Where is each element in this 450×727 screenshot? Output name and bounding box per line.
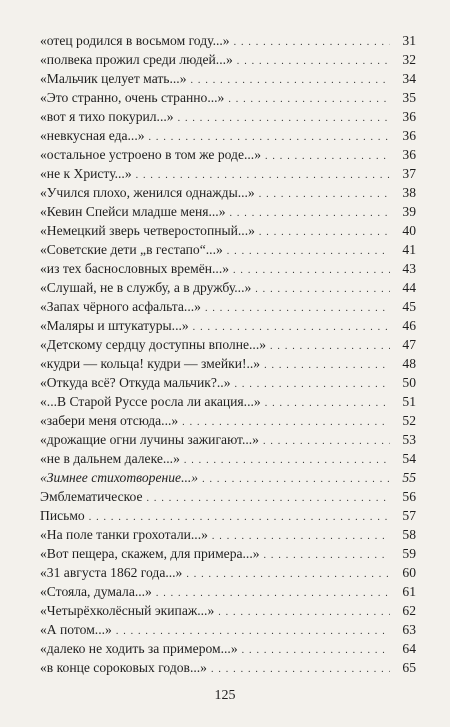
toc-entry	[40, 297, 416, 316]
dot-leader	[234, 31, 390, 52]
toc-entry-page: 37	[402, 166, 416, 181]
toc-entry-title: «Это странно, очень странно...»	[40, 90, 225, 105]
dot-leader	[230, 202, 391, 223]
toc-entry-title: «отец родился в восьмом году...»	[40, 33, 230, 48]
toc-entry-title: «31 августа 1862 года...»	[40, 565, 183, 580]
toc-entry	[40, 107, 416, 126]
toc-entry	[40, 259, 416, 278]
dot-leader	[205, 297, 390, 318]
toc-entry-page: 54	[402, 451, 416, 466]
dot-leader	[212, 525, 390, 546]
toc-entry	[40, 411, 416, 430]
toc-entry-title: «кудри — кольца! кудри — змейки!..»	[40, 356, 261, 371]
toc-entry-page: 55	[402, 470, 416, 485]
toc-entry	[40, 240, 416, 259]
toc-entry-title: «Вот пещера, скажем, для примера...»	[40, 546, 260, 561]
toc-entry	[40, 468, 416, 487]
toc-entry	[40, 601, 416, 620]
dot-leader	[263, 430, 390, 451]
toc-entry-title: «Четырёхколёсный экипаж...»	[40, 603, 215, 618]
toc-entry-title: Письмо	[40, 508, 85, 523]
dot-leader	[259, 221, 390, 242]
toc-entry-title: «дрожащие огни лучины зажигают...»	[40, 432, 259, 447]
toc-entry-page: 48	[402, 356, 416, 371]
dot-leader	[264, 544, 390, 565]
dot-leader	[149, 126, 390, 147]
toc-entry-title: «Откуда всё? Откуда мальчик?..»	[40, 375, 231, 390]
toc-entry	[40, 278, 416, 297]
toc-entry	[40, 88, 416, 107]
toc-entry-title: Эмблематическое	[40, 489, 143, 504]
toc-entry-page: 60	[402, 565, 416, 580]
toc-entry	[40, 202, 416, 221]
toc-entry-title: «невкусная еда...»	[40, 128, 145, 143]
toc-entry-title: «Маляры и штукатуры...»	[40, 318, 189, 333]
dot-leader	[264, 354, 390, 375]
toc-entry	[40, 449, 416, 468]
toc-entry-title: «Слушай, не в службу, а в дружбу...»	[40, 280, 252, 295]
dot-leader	[202, 468, 390, 489]
dot-leader	[211, 658, 390, 679]
toc-entry	[40, 563, 416, 582]
toc-entry	[40, 316, 416, 335]
toc-entry-title: «полвека прожил среди людей...»	[40, 52, 233, 67]
toc-entry-page: 57	[402, 508, 416, 523]
toc-entry-page: 41	[402, 242, 416, 257]
dot-leader	[191, 69, 390, 90]
toc-entry-page: 31	[402, 33, 416, 48]
toc-entry-page: 62	[402, 603, 416, 618]
toc-entry-title: «На поле танки грохотали...»	[40, 527, 208, 542]
toc-entry	[40, 639, 416, 658]
toc-entry	[40, 164, 416, 183]
toc-entry-page: 45	[402, 299, 416, 314]
toc-entry-page: 34	[402, 71, 416, 86]
toc-entry-title: «Немецкий зверь четверостопный...»	[40, 223, 255, 238]
toc-entry-page: 58	[402, 527, 416, 542]
toc-entry	[40, 544, 416, 563]
toc-entry-page: 32	[402, 52, 416, 67]
dot-leader	[136, 164, 390, 185]
dot-leader	[228, 88, 390, 109]
toc-entry-page: 63	[402, 622, 416, 637]
dot-leader	[259, 183, 390, 204]
toc-entry-title: «вот я тихо покурил...»	[40, 109, 174, 124]
dot-leader	[235, 373, 390, 394]
dot-leader	[147, 487, 390, 508]
toc-entry	[40, 525, 416, 544]
toc-entry	[40, 620, 416, 639]
toc-entry-title: «А потом...»	[40, 622, 112, 637]
toc-entry	[40, 487, 416, 506]
toc-entry-page: 35	[402, 90, 416, 105]
toc-entry-page: 36	[402, 128, 416, 143]
toc-entry	[40, 506, 416, 525]
toc-entry-title: «из тех баснословных времён...»	[40, 261, 230, 276]
toc-entry-title: «не к Христу...»	[40, 166, 132, 181]
toc-entry	[40, 430, 416, 449]
dot-leader	[186, 563, 390, 584]
toc-entry	[40, 582, 416, 601]
dot-leader	[116, 620, 390, 641]
toc-entry-title: «Кевин Спейси младше меня...»	[40, 204, 226, 219]
toc-entry-title: «Стояла, думала...»	[40, 584, 152, 599]
dot-leader	[255, 278, 390, 299]
toc-entry-page: 39	[402, 204, 416, 219]
toc-entry-title: «не в дальнем далеке...»	[40, 451, 180, 466]
toc-entry-page: 46	[402, 318, 416, 333]
toc-entry	[40, 69, 416, 88]
toc-entry	[40, 335, 416, 354]
toc-entry	[40, 50, 416, 69]
toc-entry-title: «далеко не ходить за примером...»	[40, 641, 238, 656]
toc-entry-page: 65	[402, 660, 416, 675]
toc-entry	[40, 183, 416, 202]
toc-entry	[40, 373, 416, 392]
dot-leader	[242, 639, 390, 660]
dot-leader	[182, 411, 390, 432]
toc-entry-page: 51	[402, 394, 416, 409]
dot-leader	[237, 50, 390, 71]
dot-leader	[178, 107, 390, 128]
toc-entry-page: 36	[402, 109, 416, 124]
toc-entry-page: 36	[402, 147, 416, 162]
toc-entry-page: 43	[402, 261, 416, 276]
toc-entry-page: 40	[402, 223, 416, 238]
dot-leader	[156, 582, 390, 603]
dot-leader	[265, 145, 390, 166]
dot-leader	[233, 259, 390, 280]
toc-entry-page: 47	[402, 337, 416, 352]
toc-entry-page: 56	[402, 489, 416, 504]
toc-entry-page: 44	[402, 280, 416, 295]
toc-entry-title: «...В Старой Руссе росла ли акация...»	[40, 394, 261, 409]
toc-entry	[40, 354, 416, 373]
toc-entry-page: 61	[402, 584, 416, 599]
toc-entry-title: «остальное устроено в том же роде...»	[40, 147, 261, 162]
dot-leader	[218, 601, 390, 622]
toc-entry-page: 50	[402, 375, 416, 390]
toc-entry	[40, 392, 416, 411]
toc-entry	[40, 31, 416, 50]
dot-leader	[265, 392, 390, 413]
toc-entry-title: «Зимнее стихотворение...»	[40, 470, 199, 485]
toc-entry-page: 64	[402, 641, 416, 656]
toc-entry-page: 38	[402, 185, 416, 200]
toc-entry-title: «Детскому сердцу доступны вполне...»	[40, 337, 267, 352]
page-number: 125	[214, 688, 236, 703]
table-of-contents	[40, 31, 416, 677]
toc-entry-title: «в конце сороковых годов...»	[40, 660, 207, 675]
toc-entry-page: 53	[402, 432, 416, 447]
toc-entry-page: 59	[402, 546, 416, 561]
dot-leader	[270, 335, 390, 356]
toc-entry	[40, 145, 416, 164]
toc-entry-title: «Советские дети „в гестапо“...»	[40, 242, 223, 257]
toc-entry-title: «Мальчик целует мать...»	[40, 71, 187, 86]
toc-entry	[40, 221, 416, 240]
dot-leader	[227, 240, 390, 261]
toc-entry-title: «Запах чёрного асфальта...»	[40, 299, 201, 314]
dot-leader	[89, 506, 390, 527]
toc-entry-title: «забери меня отсюда...»	[40, 413, 179, 428]
toc-entry	[40, 126, 416, 145]
toc-entry	[40, 658, 416, 677]
toc-entry-title: «Учился плохо, женился однажды...»	[40, 185, 255, 200]
dot-leader	[184, 449, 390, 470]
dot-leader	[193, 316, 390, 337]
toc-entry-page: 52	[402, 413, 416, 428]
